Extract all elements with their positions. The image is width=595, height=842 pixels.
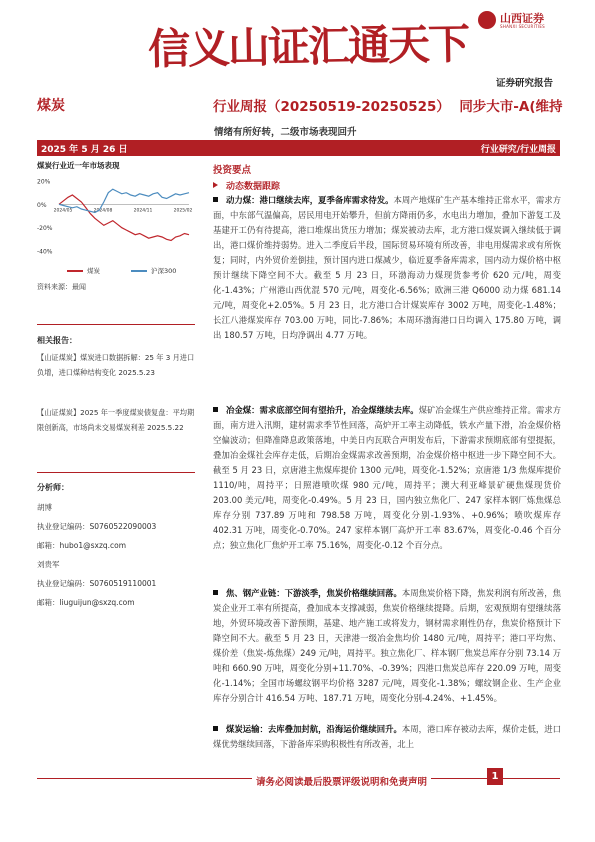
x-tick-label: 2025/02 bbox=[173, 208, 193, 214]
y-tick-label: -20% bbox=[37, 225, 53, 233]
paragraph-transport bbox=[213, 722, 561, 752]
paragraph-lead: 煤炭运输：去库叠加封航，沿海运价继续回升。 bbox=[226, 724, 402, 734]
brand-logo bbox=[478, 10, 588, 34]
legend-label: 煤炭 bbox=[87, 267, 100, 275]
paragraph-lead: 焦、钢产业链：下游淡季，焦炭价格继续回落。 bbox=[226, 588, 402, 598]
chart-title: 煤炭行业近一年市场表现 bbox=[37, 161, 120, 170]
footer-disclaimer: 请务必阅读最后股票评级说明和免责声明 bbox=[252, 774, 431, 788]
y-tick-label: 20% bbox=[37, 178, 51, 186]
analyst-name-1: 胡博 bbox=[37, 503, 52, 512]
divider bbox=[37, 324, 195, 325]
report-rating: 同步大市-A(维持 bbox=[459, 99, 563, 115]
sector-name: 煤炭 bbox=[37, 98, 65, 114]
report-type: 证券研究报告 bbox=[496, 78, 554, 89]
chart-source: 资料来源：最闻 bbox=[37, 283, 86, 291]
logo-mark-icon bbox=[478, 11, 496, 29]
bullet-square-icon bbox=[213, 197, 218, 202]
analyst-license-1: 执业登记编码：S0760522090003 bbox=[37, 522, 157, 531]
subhead-text: 动态数据跟踪 bbox=[226, 182, 281, 192]
paragraph-text: 本周焦炭价格下降，焦炭利润有所改善，焦炭企业开工率有所提高，叠加成本支撑减弱，焦炭价格继续提降。后期，宏观预期有望继续落地，外贸环境改善下游预期，基建、地产施工或将发力，钢材需求刚性仍存，焦炭价格预计下降空间不大。截至 5 月 23 日，天津港一级冶金焦均价 1480 元/吨，周持平；港口平均焦、煤价差（焦炭-炼焦煤）249 元/吨，周持平。独立焦化厂、样本钢厂焦炭总库存分别 73.14 万吨和 660.90 万吨，周变化分别+11.70%、-0.39%；四港口焦炭总库存 220.09 万吨，周变化-1.14%；全国市场螺纹钢平均价格 3287 元/吨，周变化-1.38%；螺纹钢企业、生产企业库存分别合计 416.54 万吨、187.71 万吨，周变化分别-4.24%、+1.45%。 bbox=[213, 588, 561, 703]
section-title: 投资要点 bbox=[213, 165, 252, 176]
logo-text-cn: 山西证券 bbox=[500, 12, 544, 25]
analyst-name-2: 刘贵军 bbox=[37, 560, 60, 569]
related-title: 相关报告： bbox=[37, 336, 77, 345]
legend-label: 沪深300 bbox=[151, 267, 177, 275]
series-line bbox=[59, 189, 189, 212]
bullet-square-icon bbox=[213, 590, 218, 595]
paragraph-lead: 动力煤：港口继续去库，夏季备库需求待发。 bbox=[226, 195, 394, 205]
date-bar bbox=[37, 140, 560, 156]
y-tick-label: -40% bbox=[37, 248, 53, 256]
analyst-email-2[interactable]: 邮箱：liuguijun@sxzq.com bbox=[37, 598, 135, 607]
chart-box bbox=[37, 173, 195, 281]
page-number: 1 bbox=[487, 768, 503, 785]
paragraph-thermal-coal bbox=[213, 193, 561, 343]
y-tick-label: 0% bbox=[37, 201, 47, 209]
analyst-license-2: 执业登记编码：S0760519110001 bbox=[37, 579, 157, 588]
header-slogan: 信义山证汇通天下 bbox=[147, 19, 469, 74]
report-subtitle: 情绪有所好转，二级市场表现回升 bbox=[214, 127, 357, 138]
related-report-2[interactable]: 【山证煤炭】2025 年一季度煤炭债复盘：平均期限创新高，市场尚未交易煤炭利差 2025.5.22 bbox=[37, 408, 195, 432]
paragraph-coke-steel bbox=[213, 586, 561, 706]
logo-text-en: SHANXI SECURITIES bbox=[500, 24, 546, 29]
report-category: 行业研究/行业周报 bbox=[480, 145, 556, 155]
paragraph-lead: 冶金煤：需求底部空间有望抬升，冶金煤继续去库。 bbox=[226, 405, 419, 415]
related-report-1[interactable]: 【山证煤炭】煤炭进口数据拆解：25 年 3 月进口负增，进口煤种结构变化 2025.5.23 bbox=[37, 353, 195, 377]
x-tick-label: 2024/05 bbox=[53, 208, 73, 214]
x-tick-label: 2024/08 bbox=[93, 208, 113, 214]
paragraph-text: 煤矿冶金煤生产供应维持正常。需求方面，南方进入汛期，建材需求季节性回落，高炉开工率主动降低，铁水产量下滑，冶金煤价格空偏波动；但降准降息政策落地，中美日内瓦联合声明发布后，下游需求预期底部有望提振，叠加冶金煤社会库存走低，后期冶金煤需求改善预期，冶金煤价格中枢进一步下降空间不大。截至 5 月 23 日，京唐港主焦煤库提价 1300 元/吨，周变化-1.52%；京唐港 1/3 焦煤库提价 1110/吨，周持平；日照港喷吹煤 980 元/吨，周持平；澳大利亚峰景矿硬焦煤现货价 203.00 美元/吨，周变化-0.49%。5 月 23 日，国内独立焦化厂、247 家样本钢厂炼焦煤总库存分别 737.89 万吨和 798.58 万吨，周变化分别-1.93%、+0.96%；喷吹煤库存 402.31 万吨，周变化-0.70%。247 家样本钢厂高炉开工率 83.67%，周变化-0.46 个百分点；独立焦化厂焦炉开工率 75.16%，周变化-0.12 个百分点。 bbox=[213, 405, 561, 550]
analyst-title: 分析师： bbox=[37, 483, 69, 492]
paragraph-text: 本周，港口库存被动去库，煤价走低，进口煤优势继续回落，下游备库采购积极性有所改善，北上 bbox=[213, 724, 561, 749]
section-subhead bbox=[213, 179, 280, 192]
paragraph-text: 本周产地煤矿生产基本维持正常水平，需求方面，中东部气温偏高，居民用电开始攀升，但前方降雨仍多，水电出力增加，叠加下游复工及基建开工仍有待提高，港口堆煤出货压力增加；煤炭被动去库，北方港口煤炭调入继续低于调出，港口煤价维持弱势。进入二季度后半段，国际贸易环境有所改善，非电用煤需求或有所恢复；同时，内外贸价差倒挂，预计国内进口煤减少，临近夏季备库需求，国内动力煤价格中枢预计继续下降空间不大。截至 5 月 23 日，环渤海动力煤现货参考价 620 元/吨，周变化-1.43%；广州港山西优混 570 元/吨，周变化-6.56%；欧洲三港 Q6000 动力煤 681.14 元/吨，周变化+2.05%。5 月 23 日，北方港口合计煤炭库存 3002 万吨，周变化-1.48%；长江八港煤炭库存 703.00 万吨，同比-7.86%；本周环渤海港口日均调入 175.80 万吨，调出 180.57 万吨，日均净调出 4.77 万吨。 bbox=[213, 195, 561, 340]
paragraph-coking-coal bbox=[213, 403, 561, 553]
bullet-square-icon bbox=[213, 407, 218, 412]
series-line bbox=[59, 195, 189, 241]
arrow-icon bbox=[213, 182, 218, 188]
report-title-text: 行业周报（20250519-20250525） bbox=[213, 99, 450, 115]
report-date: 2025 年 5 月 26 日 bbox=[41, 145, 128, 155]
analyst-email-1[interactable]: 邮箱：hubo1@sxzq.com bbox=[37, 541, 127, 550]
divider bbox=[37, 472, 195, 473]
sidebar-chart bbox=[37, 160, 195, 281]
bullet-square-icon bbox=[213, 726, 218, 731]
performance-chart bbox=[37, 173, 195, 281]
x-tick-label: 2024/11 bbox=[133, 208, 153, 214]
report-title bbox=[213, 95, 563, 115]
